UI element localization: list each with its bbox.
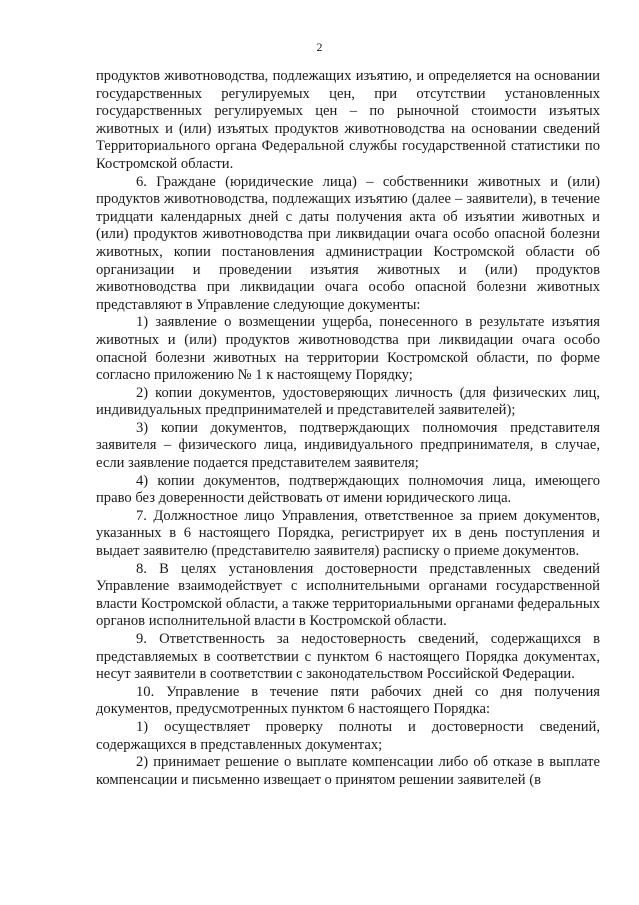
paragraph-subitem-3: 3) копии документов, подтверждающих полномочия представителя заявителя – физического лица, индивидуального предпринимателя, в случае, если заявление подается представителем заявителя; <box>96 419 600 472</box>
paragraph-item-9: 9. Ответственность за недостоверность сведений, содержащихся в представляемых в соответствии с пунктом 6 настоящего Порядка документах, несут заявители в соответствии с законодательством Российской Федерации. <box>96 631 600 683</box>
paragraph-subitem-1: 1) заявление о возмещении ущерба, понесенного в результате изъятия животных и (или) продуктов животноводства при ликвидации очага особо опасной болезни животных на территории Костромской области, по форме согласно приложению № 1 к настоящему Порядку; <box>96 314 600 384</box>
paragraph-continuation: продуктов животноводства, подлежащих изъятию, и определяется на основании государственных регулируемых цен, при отсутствии установленных государственных регулируемых цен – по рыночной стоимости изъятых животных и (или) изъятых продуктов животноводства на основании сведений Территориального органа Федеральной службы государственной статистики по Костромской области. <box>96 68 600 172</box>
paragraph-item-7: 7. Должностное лицо Управления, ответственное за прием документов, указанных в 6 настоящего Порядка, регистрирует их в день поступления и выдает заявителю (представителю заявителя) расписку о приеме документов. <box>96 507 600 560</box>
page-number: 2 <box>316 40 323 54</box>
paragraph-item-10-subitem-1: 1) осуществляет проверку полноты и достоверности сведений, содержащихся в представленных документах; <box>96 718 600 753</box>
paragraph-subitem-2: 2) копии документов, удостоверяющих личность (для физических лиц, индивидуальных предпринимателей и представителей заявителей); <box>96 384 600 419</box>
document-body <box>96 68 600 789</box>
paragraph-item-10: 10. Управление в течение пяти рабочих дней со дня получения документов, предусмотренных пунктом 6 настоящего Порядка: <box>96 683 600 718</box>
paragraph-subitem-4: 4) копии документов, подтверждающих полномочия лица, имеющего право без доверенности действовать от имени юридического лица. <box>96 472 600 507</box>
paragraph-item-6: 6. Граждане (юридические лица) – собственники животных и (или) продуктов животноводства, подлежащих изъятию (далее – заявители), в течение тридцати календарных дней с даты получения акта об изъятии животных и (или) продуктов животноводства при ликвидации очага особо опасной болезни животных, копии постановления администрации Костромской области об организации и проведении изъятия животных и (или) продуктов животноводства при ликвидации очага особо опасной болезни животных представляют в Управление следующие документы: <box>96 173 600 313</box>
paragraph-item-8: 8. В целях установления достоверности представленных сведений Управление взаимодействует с исполнительными органами государственной власти Костромской области, а также территориальными органами федеральных органов исполнительной власти в Костромской области. <box>96 560 600 630</box>
paragraph-item-10-subitem-2: 2) принимает решение о выплате компенсации либо об отказе в выплате компенсации и письменно извещает о принятом решении заявителей (в <box>96 754 600 788</box>
